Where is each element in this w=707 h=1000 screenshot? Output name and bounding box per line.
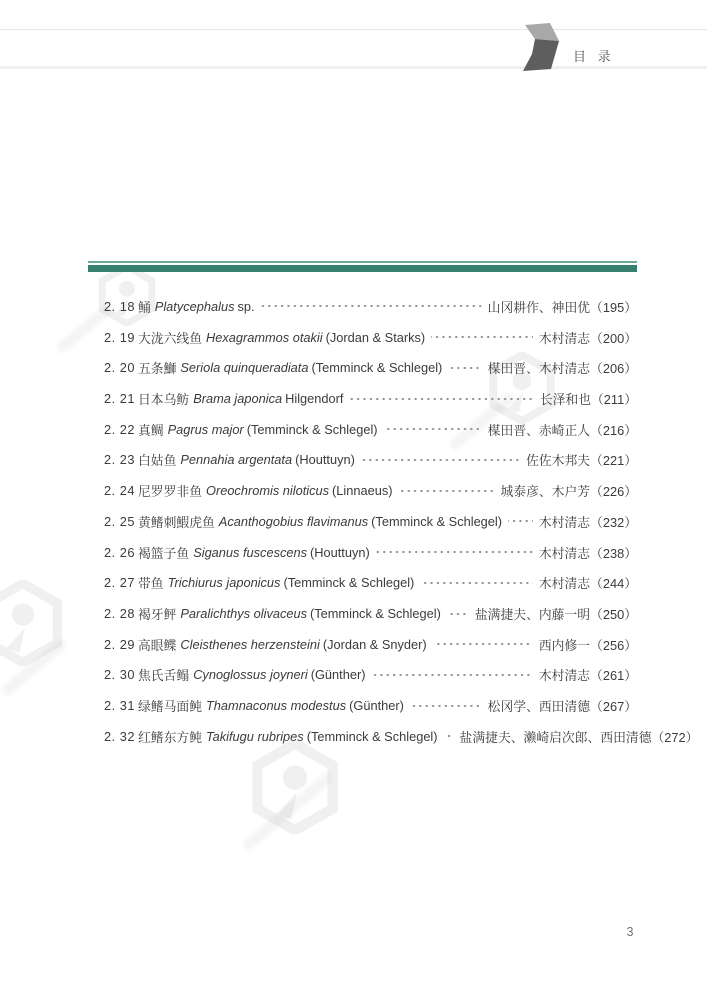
dot-leader [508, 519, 533, 523]
page-title: 目 录 [573, 49, 615, 64]
toc-entry [88, 660, 637, 691]
entry-authors-page: 木村清志（238） [538, 545, 637, 561]
entry-number: 2. 20 [104, 360, 135, 376]
watermark-text-smudge [242, 771, 335, 851]
entry-citation: (Temminck & Schlegel) [311, 360, 443, 376]
dot-leader [399, 489, 495, 493]
dot-leader [447, 612, 469, 616]
entry-authors-page: 木村清志（232） [538, 514, 637, 530]
entry-latin-name: Acanthogobius flavimanus [218, 513, 369, 529]
dot-leader [431, 335, 533, 339]
entry-number: 2. 30 [104, 667, 135, 683]
entry-latin-name: Paralichthys olivaceus [180, 606, 307, 622]
entry-cn-name: 真鲷 [138, 422, 164, 438]
entry-citation: (Houttuyn) [310, 544, 370, 560]
chevron-ribbon-icon [511, 23, 563, 71]
dot-leader [420, 581, 533, 585]
toc-entry [88, 414, 637, 445]
entry-latin-name: Cynoglossus joyneri [193, 667, 308, 683]
entry-citation: (Temminck & Schlegel) [310, 606, 441, 622]
entry-citation: (Günther) [349, 698, 404, 714]
entry-citation: (Günther) [310, 667, 366, 683]
toc-entry [88, 598, 637, 629]
entry-latin-name: Platycephalus [154, 298, 235, 314]
entry-number: 2. 18 [104, 298, 135, 314]
entry-citation: (Temminck & Schlegel) [371, 513, 503, 529]
entry-authors-page: 木村清志（200） [538, 330, 637, 346]
dot-leader [384, 427, 482, 431]
entry-authors-page: 楳田晋、木村清志（206） [487, 361, 637, 377]
entry-latin-name: Pennahia argentata [180, 452, 293, 468]
section-divider-rule [88, 261, 637, 272]
entry-number: 2. 22 [104, 421, 135, 437]
entry-number: 2. 19 [104, 329, 135, 345]
entry-cn-name: 尼罗罗非鱼 [138, 484, 202, 500]
entry-latin-name: Trichiurus japonicus [167, 575, 281, 591]
entry-authors-page: 楳田晋、赤崎正人（216） [487, 422, 637, 438]
entry-citation: (Jordan & Snyder) [322, 636, 427, 652]
dot-leader [410, 704, 482, 708]
watermark-logo [0, 580, 66, 666]
entry-cn-name: 鲬 [138, 299, 151, 315]
entry-authors-page: 山冈耕作、神田优（195） [487, 299, 637, 315]
entry-cn-name: 焦氏舌鳎 [138, 668, 190, 684]
entry-latin-name: Oreochromis niloticus [205, 483, 330, 499]
entry-citation: sp. [237, 298, 255, 314]
entry-latin-name: Hexagrammos otakii [205, 329, 323, 345]
entry-cn-name: 日本乌鲂 [138, 392, 190, 408]
entry-citation: Hilgendorf [285, 391, 344, 407]
entry-cn-name: 黄鳍刺鰕虎鱼 [138, 514, 215, 530]
entry-citation: (Linnaeus) [332, 483, 393, 499]
entry-cn-name: 绿鳍马面鲀 [138, 699, 202, 715]
dot-leader [349, 397, 533, 401]
entry-number: 2. 32 [104, 728, 135, 744]
entry-number: 2. 29 [104, 636, 135, 652]
entry-latin-name: Brama japonica [193, 391, 283, 407]
entry-cn-name: 大泷六线鱼 [138, 330, 202, 346]
entry-cn-name: 带鱼 [138, 576, 164, 592]
header-top-rule [0, 29, 707, 30]
watermark-text-smudge [0, 638, 68, 698]
entry-number: 2. 25 [104, 513, 135, 529]
dot-leader [448, 366, 481, 370]
toc-entry [88, 506, 637, 537]
toc-entry [88, 475, 637, 506]
entry-latin-name: Siganus fuscescens [193, 544, 308, 560]
entry-authors-page: 西内修一（256） [538, 637, 637, 653]
entry-authors-page: 盐满捷夫、濑崎启次郎、西田清德（272） [459, 729, 699, 745]
entry-latin-name: Cleisthenes herzensteini [180, 636, 320, 652]
entry-authors-page: 松冈学、西田清德（267） [487, 699, 637, 715]
entry-latin-name: Thamnaconus modestus [205, 698, 347, 714]
entry-cn-name: 高眼鲽 [138, 637, 177, 653]
entry-authors-page: 木村清志（261） [538, 668, 637, 684]
dot-leader [376, 550, 533, 554]
entry-cn-name: 五条鰤 [138, 361, 177, 377]
entry-authors-page: 盐满捷夫、内藤一明（250） [474, 607, 637, 623]
toc-list [88, 291, 699, 752]
entry-latin-name: Pagrus major [167, 421, 244, 437]
toc-entry [88, 445, 637, 476]
entry-citation: (Temminck & Schlegel) [306, 728, 438, 744]
entry-number: 2. 23 [104, 452, 135, 468]
entry-latin-name: Takifugu rubripes [205, 728, 304, 744]
toc-entry [88, 690, 637, 721]
toc-entry [88, 322, 637, 353]
entry-authors-page: 长泽和也（211） [539, 392, 637, 408]
divider-thick-line [88, 265, 637, 272]
entry-cn-name: 白姑鱼 [138, 453, 177, 469]
entry-authors-page: 城泰彦、木户芳（226） [500, 484, 637, 500]
toc-entry [88, 537, 637, 568]
toc-entry [88, 352, 637, 383]
entry-citation: (Temminck & Schlegel) [283, 575, 415, 591]
entry-cn-name: 褐牙鲆 [138, 607, 177, 623]
entry-citation: (Temminck & Schlegel) [246, 421, 378, 437]
toc-entry [88, 721, 699, 752]
watermark-logo [248, 740, 342, 834]
entry-number: 2. 24 [104, 483, 135, 499]
entry-latin-name: Seriola quinqueradiata [180, 360, 309, 376]
toc-entry [88, 629, 637, 660]
toc-entry [88, 383, 637, 414]
entry-citation: (Jordan & Starks) [325, 329, 426, 345]
header-bottom-rule [0, 66, 707, 69]
entry-number: 2. 21 [104, 391, 135, 407]
toc-entry [88, 567, 637, 598]
dot-leader [261, 304, 482, 308]
page-number: 3 [626, 925, 634, 939]
entry-cn-name: 褐篮子鱼 [138, 545, 190, 561]
dot-leader [371, 673, 532, 677]
entry-number: 2. 28 [104, 606, 135, 622]
entry-cn-name: 红鳍东方鲀 [138, 729, 202, 745]
entry-authors-page: 佐佐木邦夫（221） [526, 453, 637, 469]
toc-entry [88, 291, 637, 322]
entry-number: 2. 31 [104, 698, 135, 714]
entry-number: 2. 26 [104, 544, 135, 560]
dot-leader [444, 734, 454, 738]
dot-leader [361, 458, 520, 462]
dot-leader [433, 642, 533, 646]
entry-authors-page: 木村清志（244） [538, 576, 637, 592]
entry-number: 2. 27 [104, 575, 135, 591]
entry-citation: (Houttuyn) [295, 452, 355, 468]
